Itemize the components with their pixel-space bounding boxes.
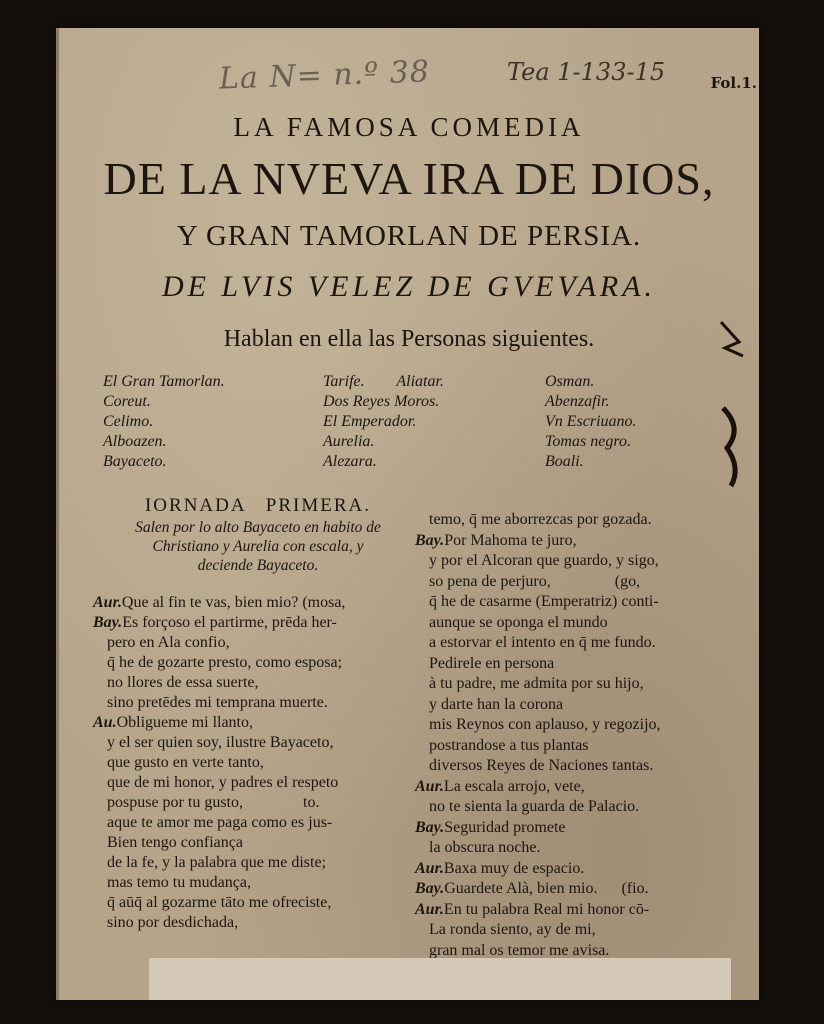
verse-line	[415, 531, 745, 552]
verse-line	[93, 753, 423, 773]
cast-name: Alboazen.	[103, 433, 167, 450]
title-line-3: Y GRAN TAMORLAN DE PERSIA.	[176, 220, 642, 252]
verse-text: postrandose a tus plantas	[429, 736, 589, 754]
verse-text: En tu palabra Real mi honor cō-	[443, 900, 650, 918]
verse-text: Obligueme mi llanto,	[116, 714, 253, 731]
verse-text: q̄ he de gozarte presto, como esposa;	[107, 654, 343, 671]
ink-stroke	[723, 408, 735, 486]
verse-line	[415, 838, 745, 859]
title-line-1: LA FAMOSA COMEDIA	[233, 112, 585, 142]
verse-text: Es forçoso el partirme, prēda her-	[122, 614, 337, 631]
verse-text: Por Mahoma te juro,	[444, 531, 577, 549]
verse-line	[93, 593, 423, 613]
verse-text: la obscura noche.	[429, 839, 541, 856]
verse-line	[415, 633, 745, 654]
verse-line	[415, 592, 745, 613]
cast-name: Celimo.	[103, 413, 154, 430]
verse-line	[93, 613, 423, 633]
verse-text: diversos Reyes de Naciones tantas.	[429, 757, 654, 774]
ink-marks	[713, 308, 753, 508]
verse-text: La ronda siento, ay de mi,	[429, 921, 596, 938]
verse-line	[93, 853, 423, 873]
verse-text: gran mal os temor me avisa.	[429, 941, 610, 959]
personas-heading: Hablan en ella las Personas siguientes.	[223, 326, 595, 352]
verse-line	[415, 777, 745, 798]
verse-text: pero en Ala confio,	[107, 634, 230, 651]
verse-text: Guardete Alà, bien mio. (fio.	[444, 880, 649, 897]
verse-line	[415, 654, 745, 675]
cast-column-2	[323, 372, 444, 472]
verse-line	[415, 736, 745, 757]
verse-line	[93, 773, 423, 793]
verse-text: sino por desdichada,	[107, 914, 239, 931]
verse-line	[93, 793, 423, 813]
cast-name: El Emperador.	[323, 413, 417, 430]
cast-name: Tarife. Aliatar.	[323, 373, 444, 390]
text-column-right	[415, 510, 745, 961]
cast-name: Coreut.	[103, 393, 151, 410]
stage-direction-line: deciende Bayaceto.	[197, 557, 319, 574]
cast-name: Vn Escriuano.	[545, 413, 637, 430]
verse-line	[415, 756, 745, 777]
speaker-label: Bay.	[415, 880, 445, 897]
verse-line	[415, 859, 745, 880]
title-line-2: DE LA NVEVA IRA DE DIOS,	[103, 153, 715, 204]
author-line: DE LVIS VELEZ DE GVEVARA.	[161, 270, 657, 303]
verse-text: temo, q̄ me aborrezcas por gozada.	[429, 511, 652, 528]
verse-line	[415, 695, 745, 716]
verse-text: q̄ aūq̄ al gozarme tāto me ofreciste,	[107, 894, 332, 911]
speaker-label: Bay.	[93, 614, 123, 631]
cast-column-3	[545, 372, 637, 472]
verse-line	[93, 693, 423, 713]
handwritten-catalog-number: Tea 1-133-15	[507, 58, 666, 86]
stage-direction-line: Salen por lo alto Bayaceto en habito de	[135, 519, 381, 536]
verse-text: que gusto en verte tanto,	[107, 754, 264, 771]
verse-line	[415, 613, 745, 634]
verse-line	[415, 674, 745, 695]
jornada-heading: IORNADA PRIMERA.	[144, 495, 372, 516]
verse-text: no te sienta la guarda de Palacio.	[429, 798, 640, 815]
verse-line	[93, 653, 423, 673]
verse-text: Seguridad promete	[444, 818, 566, 836]
verse-line	[415, 715, 745, 736]
verse-text: y el ser quien soy, ilustre Bayaceto,	[107, 734, 334, 751]
speaker-label: Au.	[93, 714, 117, 731]
verse-text: sino pretēdes mi temprana muerte.	[107, 694, 328, 711]
verse-line	[93, 833, 423, 853]
verse-text: aque te amor me paga como es jus-	[107, 814, 333, 831]
verse-line	[93, 873, 423, 893]
verse-line	[93, 913, 423, 933]
verse-text: a estorvar el intento en q̄ me fundo.	[429, 634, 656, 651]
speaker-label: Aur.	[93, 594, 122, 611]
verse-text: y darte han la corona	[429, 695, 564, 713]
verse-lines-left	[93, 593, 423, 933]
cast-name: Osman.	[545, 373, 595, 390]
speaker-label: Aur.	[415, 777, 444, 795]
verse-text: Pedirele en persona	[429, 654, 555, 672]
verse-line	[415, 900, 745, 921]
verse-line	[415, 920, 745, 941]
speaker-label: Bay.	[415, 531, 445, 549]
folio-number: Fol.1.	[710, 74, 757, 92]
verse-line	[93, 893, 423, 913]
verse-line	[93, 713, 423, 733]
verse-line	[93, 633, 423, 653]
stage-direction	[93, 518, 423, 575]
verse-text: no llores de essa suerte,	[107, 674, 259, 691]
handwritten-shelfmark: La N= n.º 38	[218, 54, 431, 97]
verse-text: Baxa muy de espacio.	[443, 859, 585, 877]
verse-text: à tu padre, me admita por su hijo,	[429, 675, 644, 692]
verse-line	[93, 673, 423, 693]
verse-line	[93, 733, 423, 753]
verse-line	[93, 813, 423, 833]
speaker-label: Aur.	[415, 900, 444, 918]
verse-line	[415, 879, 745, 900]
verse-line	[415, 572, 745, 593]
verse-text: Que al fin te vas, bien mio? (mosa,	[121, 594, 346, 611]
verse-line	[415, 797, 745, 818]
cast-name: Bayaceto.	[103, 453, 167, 470]
book-page	[56, 28, 759, 1000]
cast-name: Boali.	[545, 453, 584, 470]
verse-text: Bien tengo confiança	[107, 834, 243, 851]
cast-name: Alezara.	[323, 453, 377, 470]
verse-lines-right	[415, 510, 745, 961]
verse-text: La escala arrojo, vete,	[443, 777, 585, 795]
verse-text: mis Reynos con aplauso, y regozijo,	[429, 716, 661, 733]
verse-line	[415, 551, 745, 572]
cast-name: Abenzafir.	[545, 393, 610, 410]
cast-name: El Gran Tamorlan.	[103, 373, 225, 390]
cast-name: Dos Reyes Moros.	[323, 393, 440, 410]
verse-line	[415, 510, 745, 531]
verse-text: mas temo tu mudança,	[107, 874, 251, 891]
verse-text: y por el Alcoran que guardo, y sigo,	[429, 552, 659, 569]
stage-direction-line: Christiano y Aurelia con escala, y	[152, 538, 364, 555]
ink-stroke	[721, 322, 743, 356]
paper-strip	[149, 958, 731, 1000]
verse-text: so pena de perjuro, (go,	[429, 572, 641, 590]
speaker-label: Aur.	[415, 859, 444, 877]
verse-line	[415, 818, 745, 839]
verse-text: pospuse por tu gusto, to.	[107, 794, 320, 811]
verse-text: aunque se oponga el mundo	[429, 613, 608, 631]
text-column-left	[93, 496, 423, 933]
cast-name: Tomas negro.	[545, 433, 631, 450]
verse-text: q̄ he de casarme (Emperatriz) conti-	[429, 593, 659, 610]
verse-text: que de mi honor, y padres el respeto	[107, 774, 339, 791]
cast-name: Aurelia.	[323, 433, 375, 450]
verse-text: de la fe, y la palabra que me diste;	[107, 854, 327, 871]
speaker-label: Bay.	[415, 818, 445, 836]
cast-column-1	[103, 372, 225, 472]
